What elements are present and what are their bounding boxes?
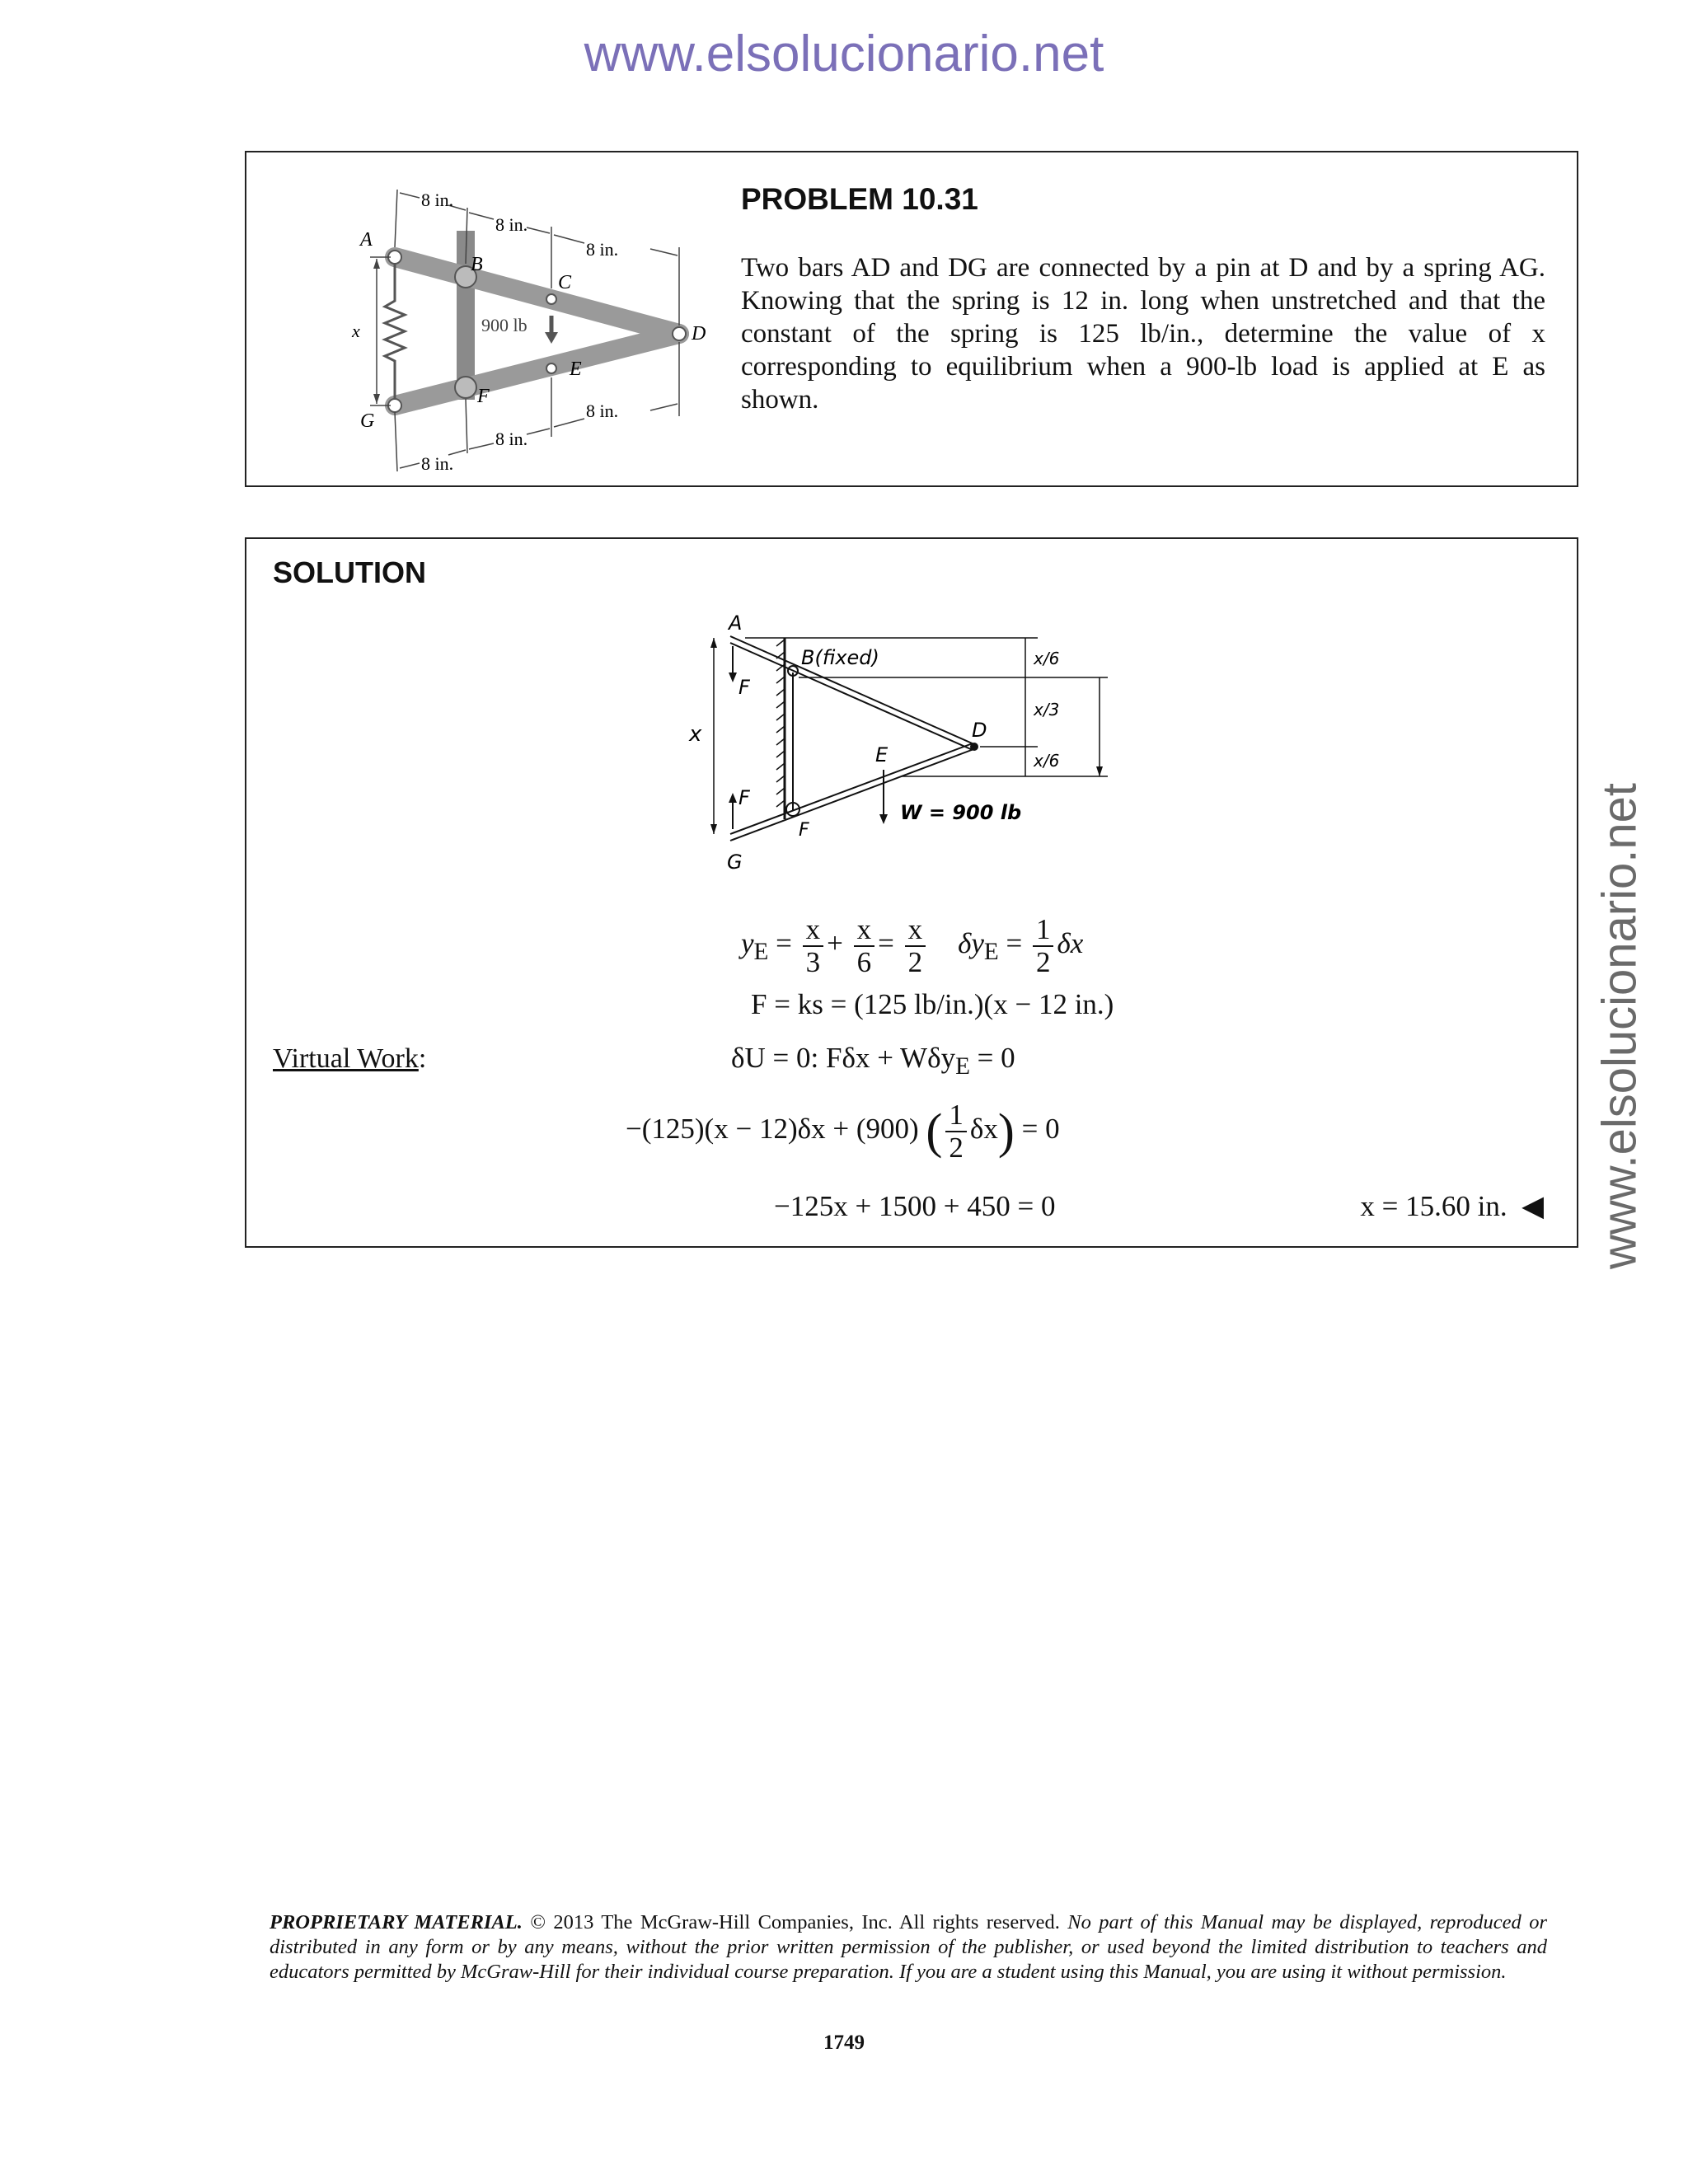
eq1-den-3: 2 [907, 946, 923, 978]
svg-text:G: G [360, 410, 375, 432]
equation-substituted: −(125)(x − 12)δx + (900) ( $\frac{1}{2}$ δx) = 0 [626, 1099, 1060, 1164]
eq4-num: 1 [945, 1099, 967, 1132]
eq3-sub: E [955, 1053, 970, 1080]
eq1-num-2: x [854, 914, 875, 947]
eq1-den-2: 6 [856, 946, 872, 978]
svg-text:8 in.: 8 in. [586, 401, 619, 421]
sketch-force-bottom: F [738, 786, 750, 809]
sketch-label-a: A [729, 612, 743, 635]
equation-ye: $y_E$ = $\frac{x}{3}$ + $\frac{x}{6}$ = $\frac{x}{2}$ $\delta y_E$ = $\frac{1}{2}$ δx [741, 913, 1084, 978]
eq1-den-1: 3 [805, 946, 821, 978]
virtual-work-label: Virtual Work: [273, 1043, 427, 1074]
solution-box [245, 537, 1578, 1248]
eq3-end: = 0 [969, 1042, 1015, 1074]
svg-text:A: A [360, 229, 373, 251]
eq1-lhs: y [741, 927, 754, 960]
sketch-x-label: x [689, 722, 702, 747]
eq1-sub: E [753, 939, 769, 966]
eq1-num-4: 1 [1033, 914, 1054, 947]
eq4-end: = 0 [1021, 1113, 1060, 1146]
footer-italic: No part of this Manual may be displayed, reproduced or distributed in any form or by any means, without the prior written permission of the publisher, or used beyond the limited distribution to teachers and educators permitted by McGraw-Hill for their individual course preparation. If you are a student using this Manual, you are using it without permission. [270, 1911, 1547, 1983]
eq1-frac-1 [803, 914, 824, 978]
equation-simplified: −125x + 1500 + 450 = 0 [774, 1190, 1056, 1222]
footer-notice [270, 1910, 1547, 1985]
solution-sketch [689, 612, 1124, 893]
sketch-weight: W = 900 lb [900, 801, 1022, 824]
svg-text:E: E [570, 359, 582, 380]
problem-title: PROBLEM 10.31 [741, 182, 978, 216]
problem-figure [279, 165, 741, 494]
watermark-side-text: www.elsolucionario.net [1592, 783, 1647, 1269]
sketch-label-d: D [972, 719, 987, 742]
problem-text: Two bars AD and DG are connected by a pin at D and by a spring AG. Knowing that the spring is 12 in. long when unstretched and that the constant of the spring is 125 lb/in., determine the value of x corresponding to equilibrium when a 900-lb load is applied at E as shown. [741, 253, 1545, 415]
page-number: 1749 [823, 2032, 865, 2054]
answer-marker-icon: ◀ [1522, 1190, 1544, 1222]
svg-text:B: B [471, 254, 483, 275]
sketch-frac-3: x/6 [1034, 751, 1060, 771]
eq4-pre: −(125)(x − 12)δx + (900) [626, 1113, 919, 1146]
solution-title: SOLUTION [273, 555, 426, 589]
svg-text:C: C [558, 272, 572, 293]
sketch-force-top: F [738, 676, 750, 699]
svg-text:8 in.: 8 in. [495, 214, 528, 235]
svg-text:8 in.: 8 in. [586, 239, 619, 260]
eq4-post: δx [969, 1113, 998, 1146]
footer-bold: PROPRIETARY MATERIAL. [270, 1911, 523, 1933]
sketch-label-g: G [727, 851, 743, 874]
eq1-num-3: x [905, 914, 926, 947]
svg-text:D: D [692, 323, 706, 344]
svg-text:8 in.: 8 in. [421, 190, 454, 210]
equation-spring-force: F = ks = (125 lb/in.)(x − 12 in.) [751, 988, 1114, 1020]
eq1-num-1: x [803, 914, 824, 947]
equation-virtual-work [731, 1042, 1015, 1080]
eq1-frac-3 [905, 914, 926, 978]
answer-text: x = 15.60 in. [1360, 1190, 1507, 1222]
svg-text:x: x [352, 321, 360, 341]
sketch-frac-2: x/3 [1034, 700, 1060, 719]
sketch-label-b: B(fixed) [801, 646, 879, 669]
svg-text:900 lb: 900 lb [481, 315, 528, 335]
sketch-label-e: E [875, 743, 889, 766]
sketch-frac-1: x/6 [1034, 649, 1060, 668]
eq1-den-4: 2 [1035, 946, 1051, 978]
eq1-drhs: δx [1057, 927, 1084, 960]
eq1-dlhs: δy [958, 927, 984, 960]
eq4-den: 2 [949, 1132, 964, 1164]
svg-text:8 in.: 8 in. [421, 453, 454, 474]
virtual-work-text: Virtual Work [273, 1043, 419, 1074]
footer-normal: © 2013 The McGraw-Hill Companies, Inc. All rights reserved. [522, 1911, 1068, 1933]
eq1-dsub: E [983, 939, 999, 966]
eq1-frac-4 [1033, 914, 1054, 978]
eq4-frac [945, 1099, 967, 1164]
svg-text:8 in.: 8 in. [495, 429, 528, 449]
svg-text:F: F [477, 386, 490, 407]
problem-box [245, 151, 1578, 487]
sketch-label-f: F [799, 820, 809, 841]
eq3-main: δU = 0: Fδx + Wδy [731, 1042, 956, 1074]
final-answer [1360, 1190, 1544, 1223]
watermark-top: www.elsolucionario.net [584, 26, 1104, 82]
eq1-frac-2 [854, 914, 875, 978]
